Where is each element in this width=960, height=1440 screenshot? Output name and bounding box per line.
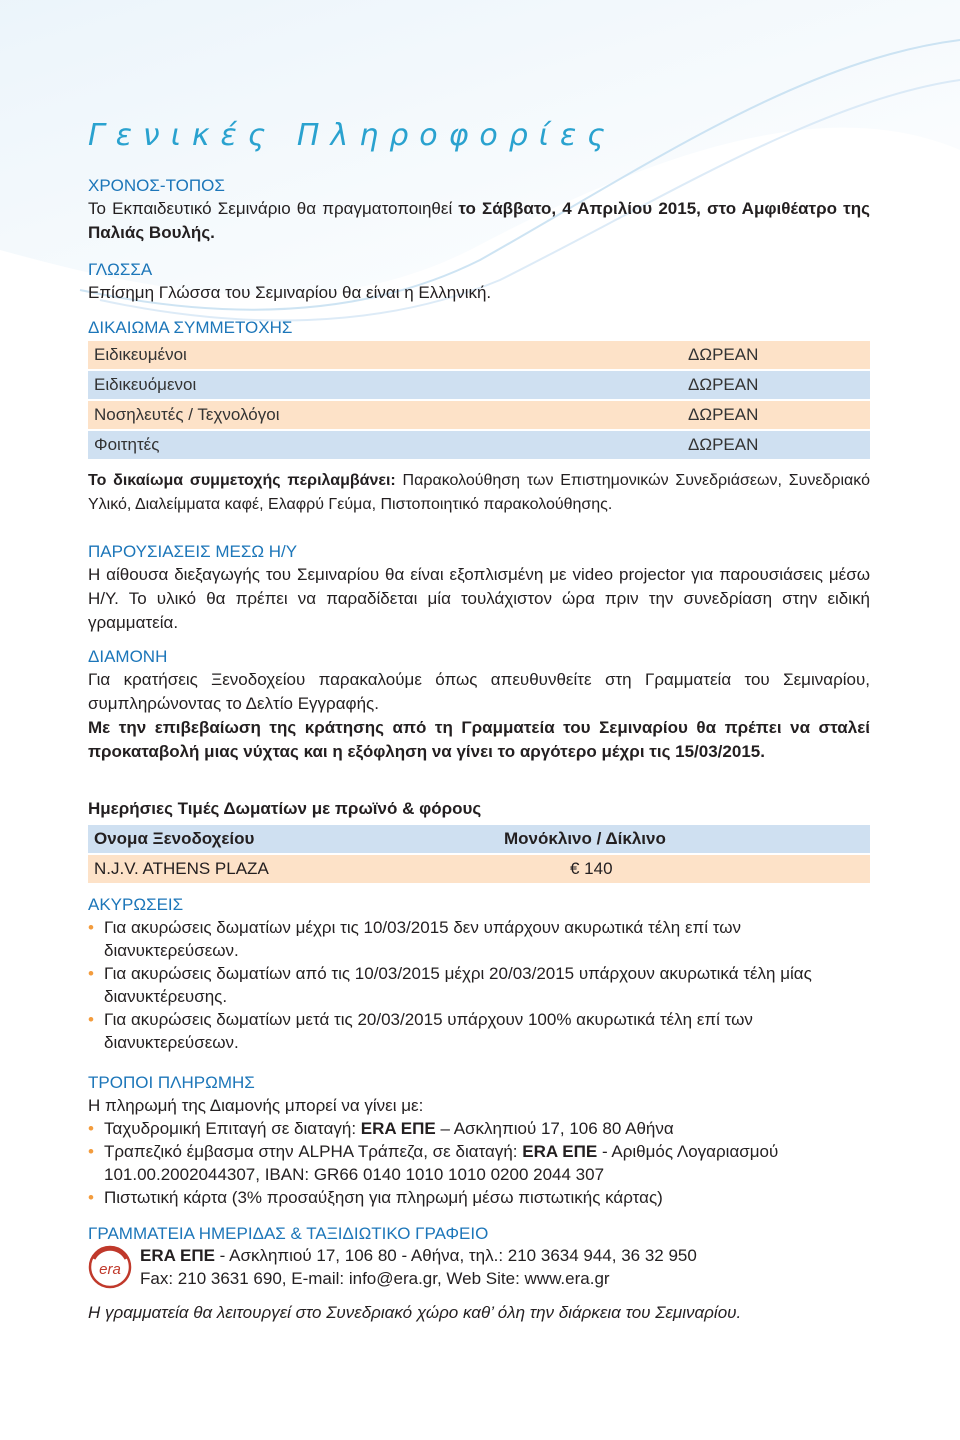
payment-text: Τραπεζικό έμβασμα στην ALPHA Τράπεζα, σε διαταγή: — [104, 1142, 523, 1161]
room-type-column-header: Μονόκλινο / Δίκλινο — [504, 829, 666, 848]
company-address: - Ασκληπιού 17, 106 80 - Αθήνα, τηλ.: 210 3634 944, 36 32 950 — [214, 1246, 697, 1265]
section-payment — [88, 1071, 870, 1209]
list-item: • Για ακυρώσεις δωματίων μέχρι τις 10/03/2015 δεν υπάρχουν ακυρωτικά τέλη επί των διανυκτερεύσεων. — [88, 916, 870, 962]
section-language — [88, 258, 870, 305]
fee-value: ΔΩΡΕΑΝ — [688, 375, 759, 394]
page-title: Γενικές Πληροφορίες — [88, 118, 616, 153]
section-time-place — [88, 174, 870, 245]
fee-row — [88, 431, 870, 459]
rates-heading-block — [88, 797, 870, 820]
payment-text: Ταχυδρομική Επιταγή σε διαταγή: — [104, 1119, 361, 1138]
secretariat-contact — [140, 1244, 697, 1290]
secretariat-line-1 — [140, 1244, 697, 1267]
secretariat-heading-block — [88, 1222, 870, 1245]
hotel-name: N.J.V. ATHENS PLAZA — [94, 859, 269, 878]
fee-row — [88, 341, 870, 369]
presentations-heading: ΠΑΡΟΥΣΙΑΣΕΙΣ ΜΕΣΩ Η/Υ — [88, 542, 298, 561]
time-place-heading: ΧΡΟΝΟΣ-ΤΟΠΟΣ — [88, 176, 225, 195]
cancellations-list — [88, 916, 870, 1054]
time-place-bold: το Σάββατο, 4 Απριλίου 2015, στο Αμφιθέατρο της Παλιάς Βουλής. — [88, 199, 870, 242]
language-heading: ΓΛΩΣΣΑ — [88, 260, 153, 279]
fee-table — [88, 341, 870, 461]
era-logo-text: era — [99, 1261, 121, 1278]
accommodation-bold-text: Με την επιβεβαίωση της κράτησης από τη Γραμματεία του Σεμιναρίου θα πρέπει να σταλεί προκαταβολή μιας νύχτας και η εξόφληση να γίνει το αργότερο μέχρι τις 15/03/2015. — [88, 718, 870, 761]
accommodation-heading: ΔΙΑΜΟΝΗ — [88, 647, 168, 666]
fee-includes-plain: Παρακολούθηση των Επιστημονικών Συνεδριάσεων, Συνεδριακό Υλικό, Διαλείμματα καφέ, Ελαφρύ Γεύμα, Πιστοποιητικό παρακολούθησης. — [88, 472, 870, 513]
fee-heading: ΔΙΚΑΙΩΜΑ ΣΥΜΜΕΤΟΧΗΣ — [88, 318, 293, 337]
secretariat-heading: ΓΡΑΜΜΑΤΕΙΑ ΗΜΕΡΙΔΑΣ & ΤΑΞΙΔΙΩΤΙΚΟ ΓΡΑΦΕΙΟ — [88, 1224, 489, 1243]
fee-value: ΔΩΡΕΑΝ — [688, 435, 759, 454]
fee-includes-block — [88, 469, 870, 517]
footer-note: Η γραμματεία θα λειτουργεί στο Συνεδριακό χώρο καθ’ όλη την διάρκεια του Σεμιναρίου. — [88, 1303, 742, 1322]
list-item — [88, 1117, 870, 1140]
time-place-text — [88, 197, 870, 245]
rates-heading: Ημερήσιες Τιμές Δωματίων με πρωϊνό & φόρους — [88, 799, 482, 818]
fee-value: ΔΩΡΕΑΝ — [688, 345, 759, 364]
section-accommodation — [88, 645, 870, 764]
list-item: • Πιστωτική κάρτα (3% προσαύξηση για πληρωμή μέσω πιστωτικής κάρτας) — [88, 1186, 870, 1209]
fee-label: Ειδικευόμενοι — [94, 375, 197, 394]
company-name: ERA ΕΠΕ — [140, 1246, 215, 1265]
list-item: • Για ακυρώσεις δωματίων μετά τις 20/03/2015 υπάρχουν 100% ακυρωτικά τέλη επί των διανυκτερεύσεων. — [88, 1008, 870, 1054]
section-presentations — [88, 540, 870, 635]
list-item — [88, 1140, 870, 1186]
hotel-table-header — [88, 825, 870, 853]
fee-label: Φοιτητές — [94, 435, 160, 454]
accommodation-text: Για κρατήσεις Ξενοδοχείου παρακαλούμε όπως απευθυνθείτε στη Γραμματεία του Σεμιναρίου, συμπληρώνοντας το Δελτίο Εγγραφής. — [88, 670, 870, 713]
payment-text: – Ασκληπιού 17, 106 80 Αθήνα — [435, 1119, 674, 1138]
payment-payee: ERA ΕΠΕ — [360, 1119, 436, 1138]
fee-includes-bold: Το δικαίωμα συμμετοχής περιλαμβάνει: — [88, 472, 396, 489]
fee-value: ΔΩΡΕΑΝ — [688, 405, 759, 424]
payment-list — [88, 1117, 870, 1209]
hotel-price: € 140 — [570, 859, 613, 878]
hotel-table-row — [88, 855, 870, 883]
section-cancellations — [88, 893, 870, 1054]
fee-row — [88, 371, 870, 399]
hotel-name-column-header: Ονομα Ξενοδοχείου — [94, 829, 255, 848]
payment-intro: Η πληρωμή της Διαμονής μπορεί να γίνει με: — [88, 1096, 424, 1115]
payment-text: - Αριθμός Λογαριασμού 101.00.2002044307, IBAN: GR66 0140 1010 1010 0200 2044 307 — [104, 1142, 779, 1184]
fee-includes-text — [88, 469, 870, 517]
language-text: Επίσημη Γλώσσα του Σεμιναρίου θα είναι η Ελληνική. — [88, 283, 492, 302]
fee-row — [88, 401, 870, 429]
presentations-text: Η αίθουσα διεξαγωγής του Σεμιναρίου θα είναι εξοπλισμένη με video projector για παρουσιάσεις μέσω Η/Υ. Το υλικό θα πρέπει να παραδίδεται μία τουλάχιστον ώρα πριν την συνεδρίαση στην ειδική γραμματεία. — [88, 565, 870, 632]
era-logo-icon — [88, 1245, 132, 1289]
cancellations-heading: ΑΚΥΡΩΣΕΙΣ — [88, 895, 184, 914]
fee-heading-block — [88, 316, 870, 339]
secretariat-line-2: Fax: 210 3631 690, E-mail: info@era.gr, Web Site: www.era.gr — [140, 1269, 610, 1288]
hotel-rates-table — [88, 825, 870, 885]
payment-payee: ERA ΕΠΕ — [522, 1142, 598, 1161]
list-item: • Για ακυρώσεις δωματίων από τις 10/03/2015 μέχρι 20/03/2015 υπάρχουν ακυρωτικά τέλη μίας διανυκτέρευσης. — [88, 962, 870, 1008]
fee-label: Νοσηλευτές / Τεχνολόγοι — [94, 405, 280, 424]
payment-heading: ΤΡΟΠΟΙ ΠΛΗΡΩΜΗΣ — [88, 1073, 255, 1092]
fee-label: Ειδικευμένοι — [94, 345, 187, 364]
time-place-plain: Το Εκπαιδευτικό Σεμινάριο θα πραγματοποιηθεί — [88, 199, 459, 218]
